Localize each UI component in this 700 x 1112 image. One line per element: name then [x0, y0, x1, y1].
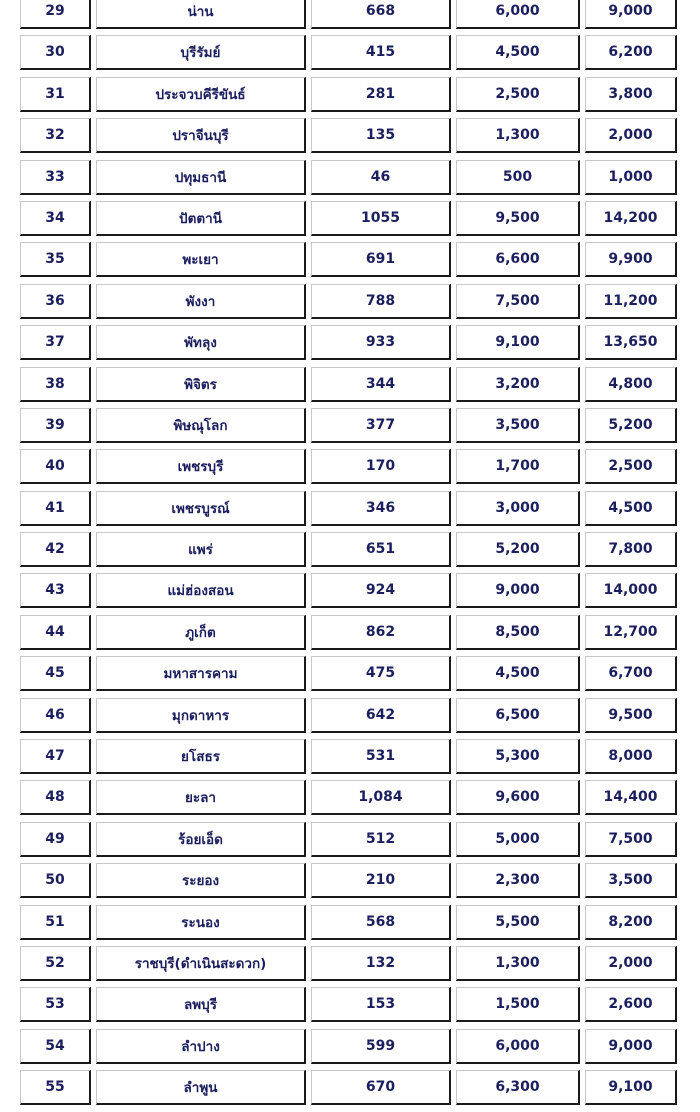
row-number-cell: 54 — [20, 1029, 91, 1064]
value-2-cell: 3,500 — [456, 408, 580, 443]
value-1-cell: 1055 — [311, 201, 451, 236]
province-cell: แม่ฮ่องสอน — [96, 573, 306, 608]
table-row — [0, 615, 700, 656]
row-number-cell: 34 — [20, 201, 91, 236]
value-3-cell: 14,000 — [585, 573, 677, 608]
table-row — [0, 35, 700, 76]
table-row — [0, 656, 700, 697]
value-3-cell: 9,000 — [585, 1029, 677, 1064]
value-2-cell: 5,300 — [456, 739, 580, 774]
row-number-cell: 41 — [20, 491, 91, 526]
table-row — [0, 1029, 700, 1070]
value-1-cell: 170 — [311, 449, 451, 484]
value-2-cell: 4,500 — [456, 656, 580, 691]
value-3-cell: 1,000 — [585, 160, 677, 195]
table-row — [0, 0, 700, 35]
value-2-cell: 5,000 — [456, 822, 580, 857]
value-2-cell: 9,600 — [456, 780, 580, 815]
table-row — [0, 822, 700, 863]
province-cell: ยะลา — [96, 780, 306, 815]
row-number-cell: 46 — [20, 698, 91, 733]
value-3-cell: 13,650 — [585, 325, 677, 360]
row-number-cell: 33 — [20, 160, 91, 195]
value-2-cell: 6,600 — [456, 242, 580, 277]
value-3-cell: 3,800 — [585, 77, 677, 112]
province-cell: พิษณุโลก — [96, 408, 306, 443]
value-2-cell: 500 — [456, 160, 580, 195]
row-number-cell: 45 — [20, 656, 91, 691]
table-row — [0, 946, 700, 987]
value-3-cell: 11,200 — [585, 284, 677, 319]
province-cell: ยโสธร — [96, 739, 306, 774]
value-1-cell: 132 — [311, 946, 451, 981]
table-row — [0, 987, 700, 1028]
row-number-cell: 53 — [20, 987, 91, 1022]
value-3-cell: 8,200 — [585, 905, 677, 940]
table-row — [0, 1070, 700, 1111]
province-cell: ลพบุรี — [96, 987, 306, 1022]
value-1-cell: 568 — [311, 905, 451, 940]
table-row — [0, 573, 700, 614]
table-row — [0, 532, 700, 573]
row-number-cell: 29 — [20, 0, 91, 29]
value-2-cell: 1,500 — [456, 987, 580, 1022]
value-3-cell: 6,700 — [585, 656, 677, 691]
row-number-cell: 39 — [20, 408, 91, 443]
value-1-cell: 135 — [311, 118, 451, 153]
value-3-cell: 2,000 — [585, 118, 677, 153]
row-number-cell: 42 — [20, 532, 91, 567]
value-3-cell: 9,900 — [585, 242, 677, 277]
row-number-cell: 48 — [20, 780, 91, 815]
value-1-cell: 933 — [311, 325, 451, 360]
row-number-cell: 50 — [20, 863, 91, 898]
province-cell: เพชรบุรี — [96, 449, 306, 484]
province-cell: มุกดาหาร — [96, 698, 306, 733]
value-2-cell: 4,500 — [456, 35, 580, 70]
table-row — [0, 118, 700, 159]
province-cell: ภูเก็ต — [96, 615, 306, 650]
value-3-cell: 14,200 — [585, 201, 677, 236]
value-1-cell: 651 — [311, 532, 451, 567]
value-3-cell: 2,500 — [585, 449, 677, 484]
row-number-cell: 49 — [20, 822, 91, 857]
value-3-cell: 3,500 — [585, 863, 677, 898]
row-number-cell: 30 — [20, 35, 91, 70]
province-cell: ลำปาง — [96, 1029, 306, 1064]
province-cell: ร้อยเอ็ด — [96, 822, 306, 857]
province-cell: พิจิตร — [96, 367, 306, 402]
value-3-cell: 7,500 — [585, 822, 677, 857]
row-number-cell: 44 — [20, 615, 91, 650]
row-number-cell: 31 — [20, 77, 91, 112]
province-cell: พัทลุง — [96, 325, 306, 360]
table-row — [0, 739, 700, 780]
province-cell: ลำพูน — [96, 1070, 306, 1105]
row-number-cell: 43 — [20, 573, 91, 608]
value-1-cell: 642 — [311, 698, 451, 733]
value-1-cell: 344 — [311, 367, 451, 402]
value-3-cell: 2,000 — [585, 946, 677, 981]
table-row — [0, 863, 700, 904]
row-number-cell: 47 — [20, 739, 91, 774]
value-1-cell: 862 — [311, 615, 451, 650]
value-1-cell: 670 — [311, 1070, 451, 1105]
value-1-cell: 475 — [311, 656, 451, 691]
value-3-cell: 9,500 — [585, 698, 677, 733]
value-1-cell: 415 — [311, 35, 451, 70]
table-row — [0, 408, 700, 449]
row-number-cell: 36 — [20, 284, 91, 319]
value-3-cell: 14,400 — [585, 780, 677, 815]
value-1-cell: 153 — [311, 987, 451, 1022]
value-3-cell: 2,600 — [585, 987, 677, 1022]
value-1-cell: 346 — [311, 491, 451, 526]
value-2-cell: 5,500 — [456, 905, 580, 940]
province-cell: ปัตตานี — [96, 201, 306, 236]
province-cell: ระนอง — [96, 905, 306, 940]
value-2-cell: 9,000 — [456, 573, 580, 608]
table-row — [0, 242, 700, 283]
value-1-cell: 531 — [311, 739, 451, 774]
row-number-cell: 55 — [20, 1070, 91, 1105]
value-3-cell: 9,000 — [585, 0, 677, 29]
row-number-cell: 38 — [20, 367, 91, 402]
row-number-cell: 51 — [20, 905, 91, 940]
value-1-cell: 377 — [311, 408, 451, 443]
table-row — [0, 201, 700, 242]
table-row — [0, 698, 700, 739]
value-3-cell: 5,200 — [585, 408, 677, 443]
row-number-cell: 37 — [20, 325, 91, 360]
value-2-cell: 1,300 — [456, 118, 580, 153]
value-1-cell: 512 — [311, 822, 451, 857]
value-1-cell: 599 — [311, 1029, 451, 1064]
table-row — [0, 77, 700, 118]
table-row — [0, 325, 700, 366]
value-2-cell: 2,500 — [456, 77, 580, 112]
value-1-cell: 924 — [311, 573, 451, 608]
value-2-cell: 9,500 — [456, 201, 580, 236]
value-1-cell: 46 — [311, 160, 451, 195]
value-1-cell: 1,084 — [311, 780, 451, 815]
province-cell: เพชรบูรณ์ — [96, 491, 306, 526]
value-3-cell: 7,800 — [585, 532, 677, 567]
value-2-cell: 5,200 — [456, 532, 580, 567]
value-3-cell: 12,700 — [585, 615, 677, 650]
value-2-cell: 8,500 — [456, 615, 580, 650]
value-3-cell: 4,500 — [585, 491, 677, 526]
value-2-cell: 6,500 — [456, 698, 580, 733]
value-2-cell: 1,700 — [456, 449, 580, 484]
value-1-cell: 281 — [311, 77, 451, 112]
value-1-cell: 668 — [311, 0, 451, 29]
province-cell: พะเยา — [96, 242, 306, 277]
province-cell: ประจวบคีรีขันธ์ — [96, 77, 306, 112]
value-3-cell: 8,000 — [585, 739, 677, 774]
value-2-cell: 6,300 — [456, 1070, 580, 1105]
value-2-cell: 1,300 — [456, 946, 580, 981]
row-number-cell: 32 — [20, 118, 91, 153]
table-row — [0, 780, 700, 821]
province-cell: ปราจีนบุรี — [96, 118, 306, 153]
value-1-cell: 788 — [311, 284, 451, 319]
value-3-cell: 9,100 — [585, 1070, 677, 1105]
table-row — [0, 905, 700, 946]
table-row — [0, 367, 700, 408]
province-cell: น่าน — [96, 0, 306, 29]
table-row — [0, 449, 700, 490]
value-3-cell: 6,200 — [585, 35, 677, 70]
province-cell: ปทุมธานี — [96, 160, 306, 195]
value-2-cell: 6,000 — [456, 0, 580, 29]
row-number-cell: 35 — [20, 242, 91, 277]
value-2-cell: 3,200 — [456, 367, 580, 402]
value-3-cell: 4,800 — [585, 367, 677, 402]
value-2-cell: 7,500 — [456, 284, 580, 319]
table-row — [0, 491, 700, 532]
value-2-cell: 6,000 — [456, 1029, 580, 1064]
row-number-cell: 52 — [20, 946, 91, 981]
value-1-cell: 691 — [311, 242, 451, 277]
province-cell: พังงา — [96, 284, 306, 319]
province-cell: ราชบุรี(ดำเนินสะดวก) — [96, 946, 306, 981]
province-cell: แพร่ — [96, 532, 306, 567]
province-cell: ระยอง — [96, 863, 306, 898]
table-row — [0, 160, 700, 201]
value-2-cell: 2,300 — [456, 863, 580, 898]
row-number-cell: 40 — [20, 449, 91, 484]
province-cell: บุรีรัมย์ — [96, 35, 306, 70]
value-2-cell: 9,100 — [456, 325, 580, 360]
value-2-cell: 3,000 — [456, 491, 580, 526]
value-1-cell: 210 — [311, 863, 451, 898]
table-row — [0, 284, 700, 325]
province-cell: มหาสารคาม — [96, 656, 306, 691]
